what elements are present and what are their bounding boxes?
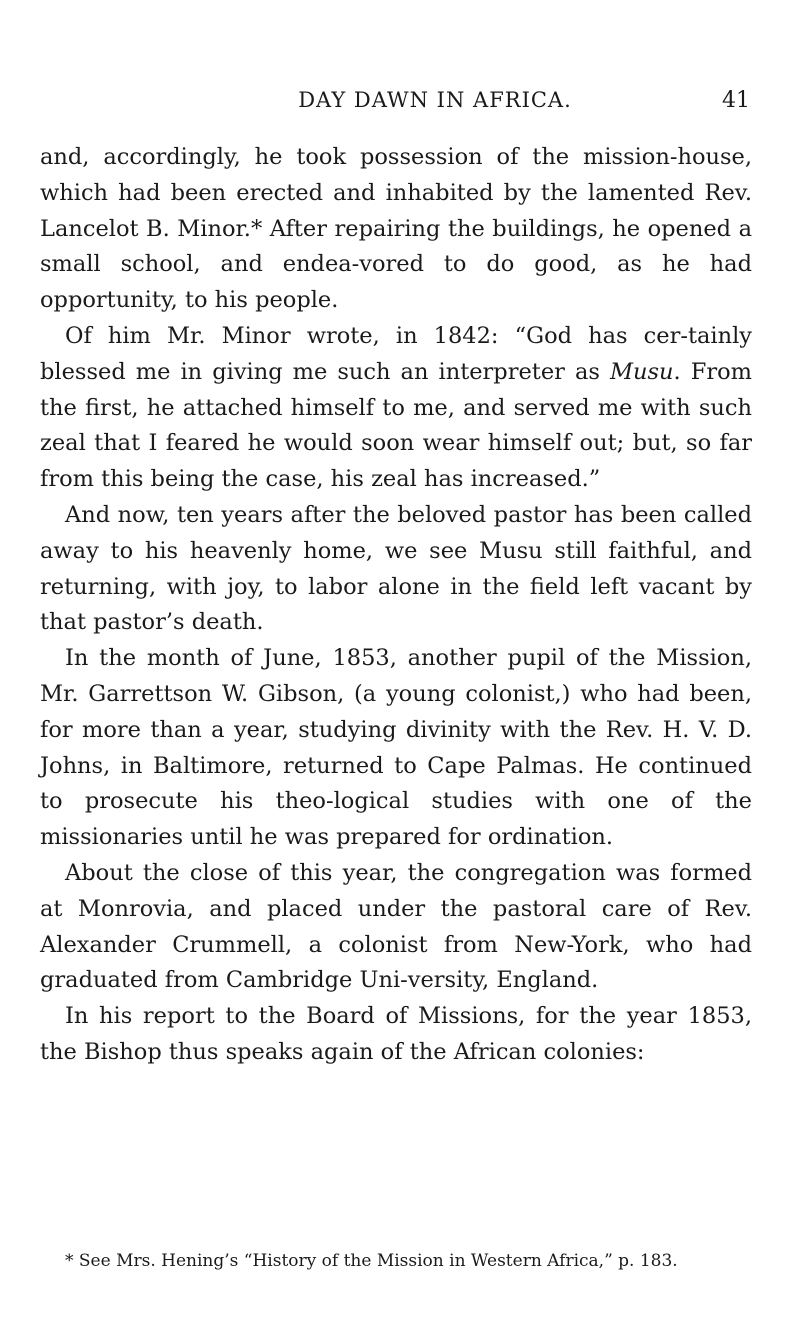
paragraph: About the close of this year, the congregation was formed at Monrovia, and placed under the pastoral care of Rev. Alexander Crummell, a colonist from New-York, who had graduated from Cambridge Uni-versity, England. xyxy=(40,859,752,994)
running-title: DAY DAWN IN AFRICA. xyxy=(298,88,572,112)
body-text xyxy=(40,140,752,1071)
paragraph: And now, ten years after the beloved pastor has been called away to his heavenly home, we see Musu still faithful, and returning, with joy, to labor alone in the field left vacant by that pastor’s death. xyxy=(40,501,752,636)
italic-name: Musu xyxy=(609,358,674,385)
footnote-text: * See Mrs. Hening’s “History of the Mission in Western Africa,” p. 183. xyxy=(65,1251,678,1271)
footnote xyxy=(40,1248,752,1275)
paragraph: In the month of June, 1853, another pupil of the Mission, Mr. Garrettson W. Gibson, (a young colonist,) who had been, for more than a year, studying divinity with the Rev. H. V. D. Johns, in Baltimore, returned to Cape Palmas. He continued to prosecute his theo-logical studies with one of the missionaries until he was prepared for ordination. xyxy=(40,645,752,851)
page-number: 41 xyxy=(722,88,750,113)
paragraph: In his report to the Board of Missions, for the year 1853, the Bishop thus speaks again of the African colonies: xyxy=(40,1003,752,1065)
paragraph: Of him Mr. Minor wrote, in 1842: “God has cer-tainly blessed me in giving me such an interpreter as Musu. From the first, he attached himself to me, and served me with such zeal that I feared he would soon wear himself out; but, so far from this being the case, his zeal has increased.” xyxy=(40,322,752,493)
running-head xyxy=(40,88,750,118)
paragraph: and, accordingly, he took possession of the mission-house, which had been erected and inhabited by the lamented Rev. Lancelot B. Minor.* After repairing the buildings, he opened a small school, and endea-vored to do good, as he had opportunity, to his people. xyxy=(40,144,752,314)
